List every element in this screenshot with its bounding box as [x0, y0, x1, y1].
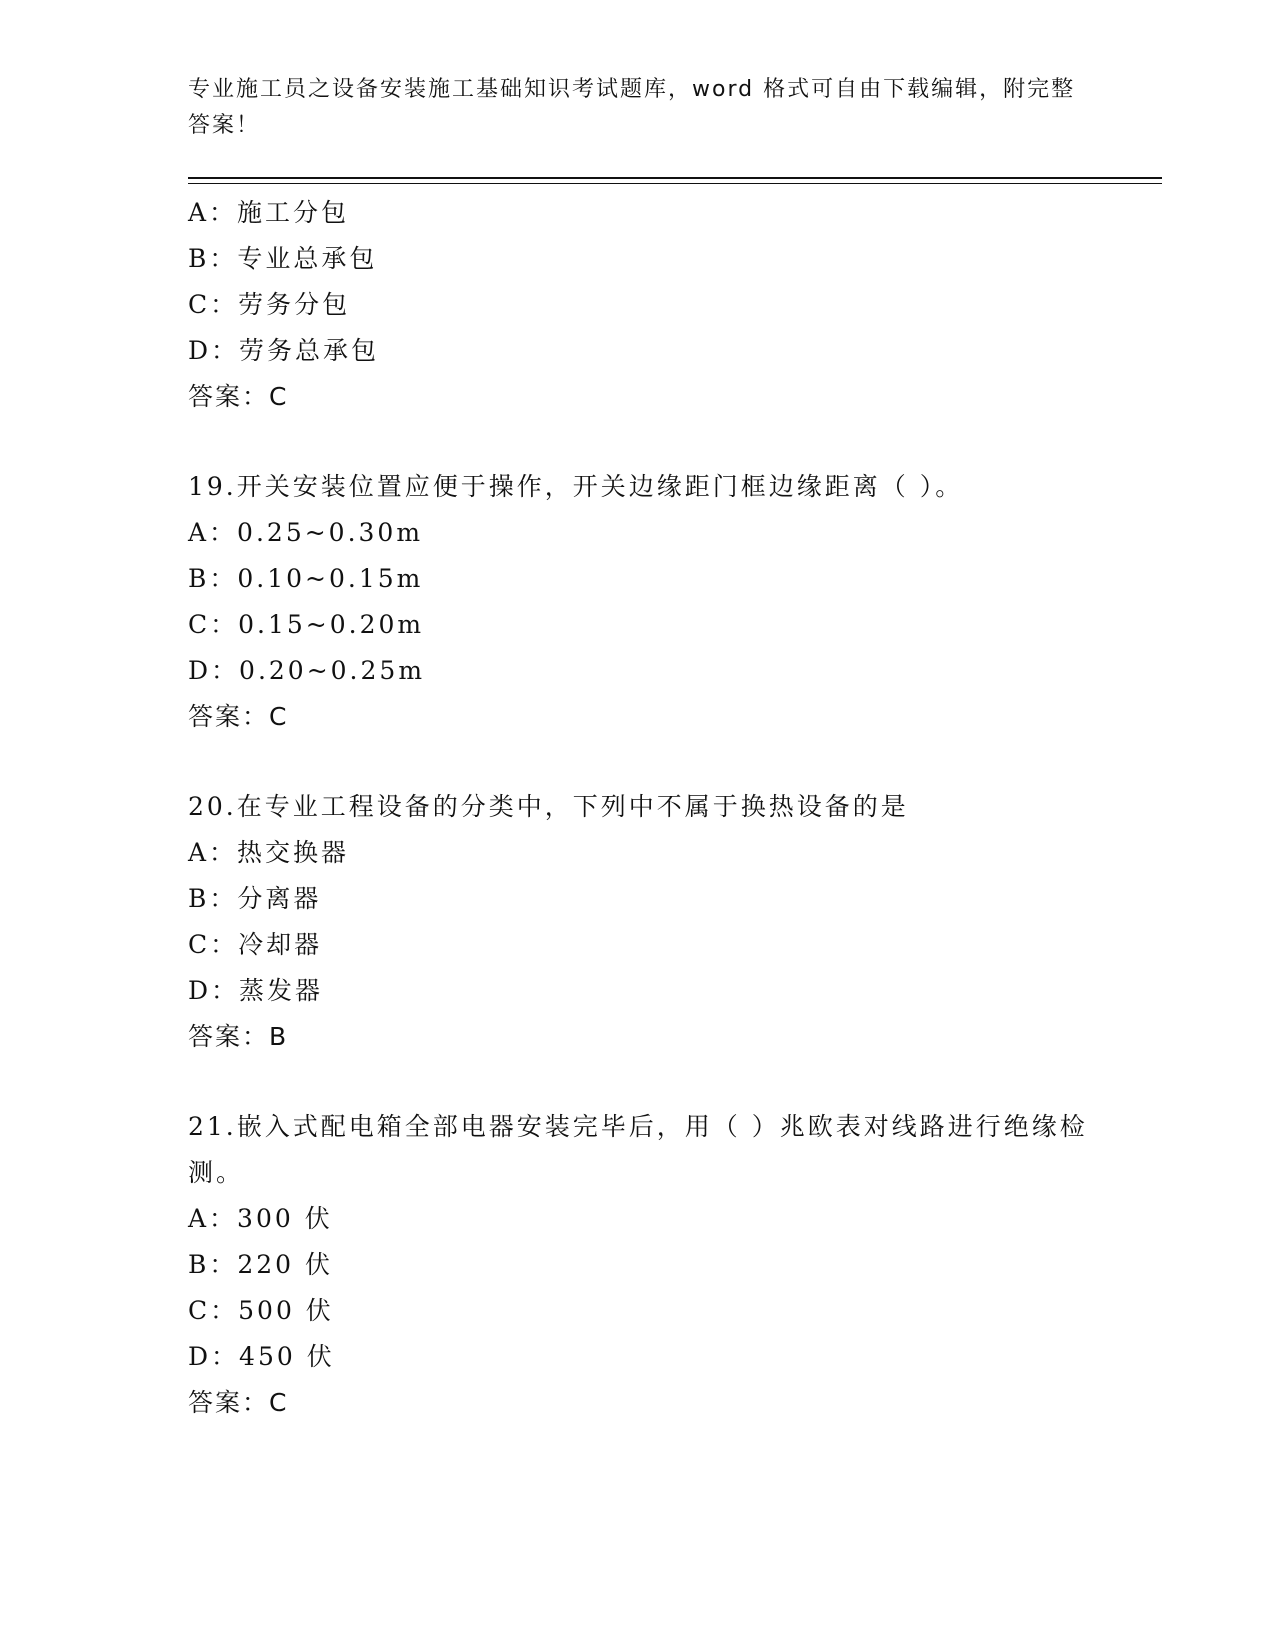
option-d: D：450 伏 [188, 1342, 335, 1371]
option-c: C：冷却器 [188, 930, 323, 959]
option-b: B：分离器 [188, 884, 322, 913]
option-b: B：0.10~0.15m [188, 564, 424, 593]
option-d: D：劳务总承包 [188, 336, 380, 365]
question-18-continued [188, 190, 1088, 420]
option-a: A：0.25~0.30m [188, 518, 424, 547]
option-d: D：蒸发器 [188, 976, 324, 1005]
document-header: 专业施工员之设备安装施工基础知识考试题库，word 格式可自由下载编辑，附完整答案！ [188, 77, 1076, 138]
option-a: A：施工分包 [188, 198, 350, 227]
option-d: D：0.20~0.25m [188, 656, 426, 685]
question-19 [188, 464, 1088, 740]
answer: 答案：C [188, 382, 289, 411]
option-b: B：220 伏 [188, 1250, 334, 1279]
answer: 答案：C [188, 1388, 289, 1417]
answer: 答案：B [188, 1022, 289, 1051]
header-rule-thick [188, 177, 1162, 179]
option-a: A：300 伏 [188, 1204, 333, 1233]
option-c: C：劳务分包 [188, 290, 351, 319]
option-c: C：0.15~0.20m [188, 610, 425, 639]
answer: 答案：C [188, 702, 289, 731]
question-list [188, 190, 1088, 1470]
option-a: A：热交换器 [188, 838, 350, 867]
question-stem: 19.开关安装位置应便于操作，开关边缘距门框边缘距离（ ）。 [188, 472, 964, 501]
header-rule-thin [188, 183, 1162, 184]
question-21 [188, 1104, 1088, 1426]
question-stem: 20.在专业工程设备的分类中，下列中不属于换热设备的是 [188, 792, 909, 821]
option-c: C：500 伏 [188, 1296, 334, 1325]
question-stem: 21.嵌入式配电箱全部电器安装完毕后，用（ ）兆欧表对线路进行绝缘检测。 [188, 1112, 1088, 1187]
question-20 [188, 784, 1088, 1060]
option-b: B：专业总承包 [188, 244, 378, 273]
